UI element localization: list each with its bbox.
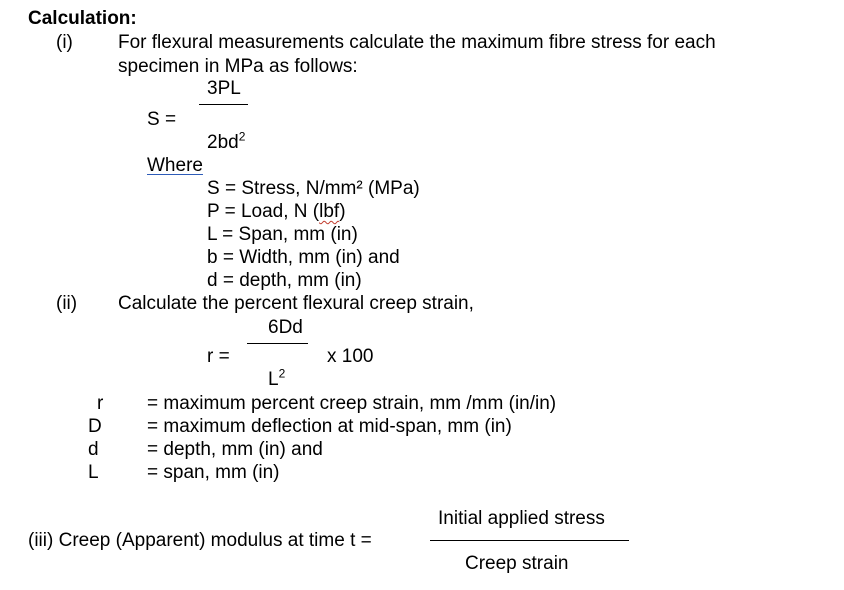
stress-fraction-bar xyxy=(199,104,248,105)
strain-formula-denominator: $L^2$ xyxy=(268,366,286,390)
section-heading: Calculation: xyxy=(28,8,137,29)
stress-formula-lhs: S = xyxy=(147,109,177,130)
modulus-fraction-bar xyxy=(430,540,629,541)
def-span: L = Span, mm (in) xyxy=(207,224,358,245)
def-width: b = Width, mm (in) and xyxy=(207,247,400,268)
def-stress: S = Stress, N/mm² (MPa) xyxy=(207,178,420,199)
where-label: Where xyxy=(147,155,203,176)
var-symbol: D xyxy=(88,416,102,437)
def-depth: d = depth, mm (in) xyxy=(207,270,362,291)
part1-intro-line1: For flexural measurements calculate the maximum fibre stress for each xyxy=(118,32,716,53)
def-load: P = Load, N (lbf) xyxy=(207,201,346,222)
var-symbol: d xyxy=(88,439,99,460)
stress-formula-denominator: $2bd^2$ xyxy=(207,129,246,153)
part1-intro-line2: specimen in MPa as follows: xyxy=(118,56,358,77)
var-description: = span, mm (in) xyxy=(147,462,280,483)
modulus-denominator: Creep strain xyxy=(465,553,569,574)
strain-formula-lhs: r = xyxy=(207,346,230,367)
item-marker-ii: (ii) xyxy=(56,293,78,314)
stress-formula-numerator: 3PL xyxy=(207,78,241,99)
part2-intro: Calculate the percent flexural creep strain, xyxy=(118,293,474,314)
modulus-numerator: Initial applied stress xyxy=(438,508,605,529)
strain-formula-numerator: 6Dd xyxy=(268,317,303,338)
var-description: = maximum deflection at mid-span, mm (in) xyxy=(147,416,512,437)
var-description: = depth, mm (in) and xyxy=(147,439,323,460)
strain-formula-multiplier: x 100 xyxy=(327,346,374,367)
strain-fraction-bar xyxy=(247,343,308,344)
item-marker-i: (i) xyxy=(56,32,73,53)
part3-label: (iii) Creep (Apparent) modulus at time t = xyxy=(28,530,372,551)
var-symbol: r xyxy=(97,393,104,414)
var-description: = maximum percent creep strain, mm /mm (in/in) xyxy=(147,393,557,414)
var-symbol: L xyxy=(88,462,99,483)
